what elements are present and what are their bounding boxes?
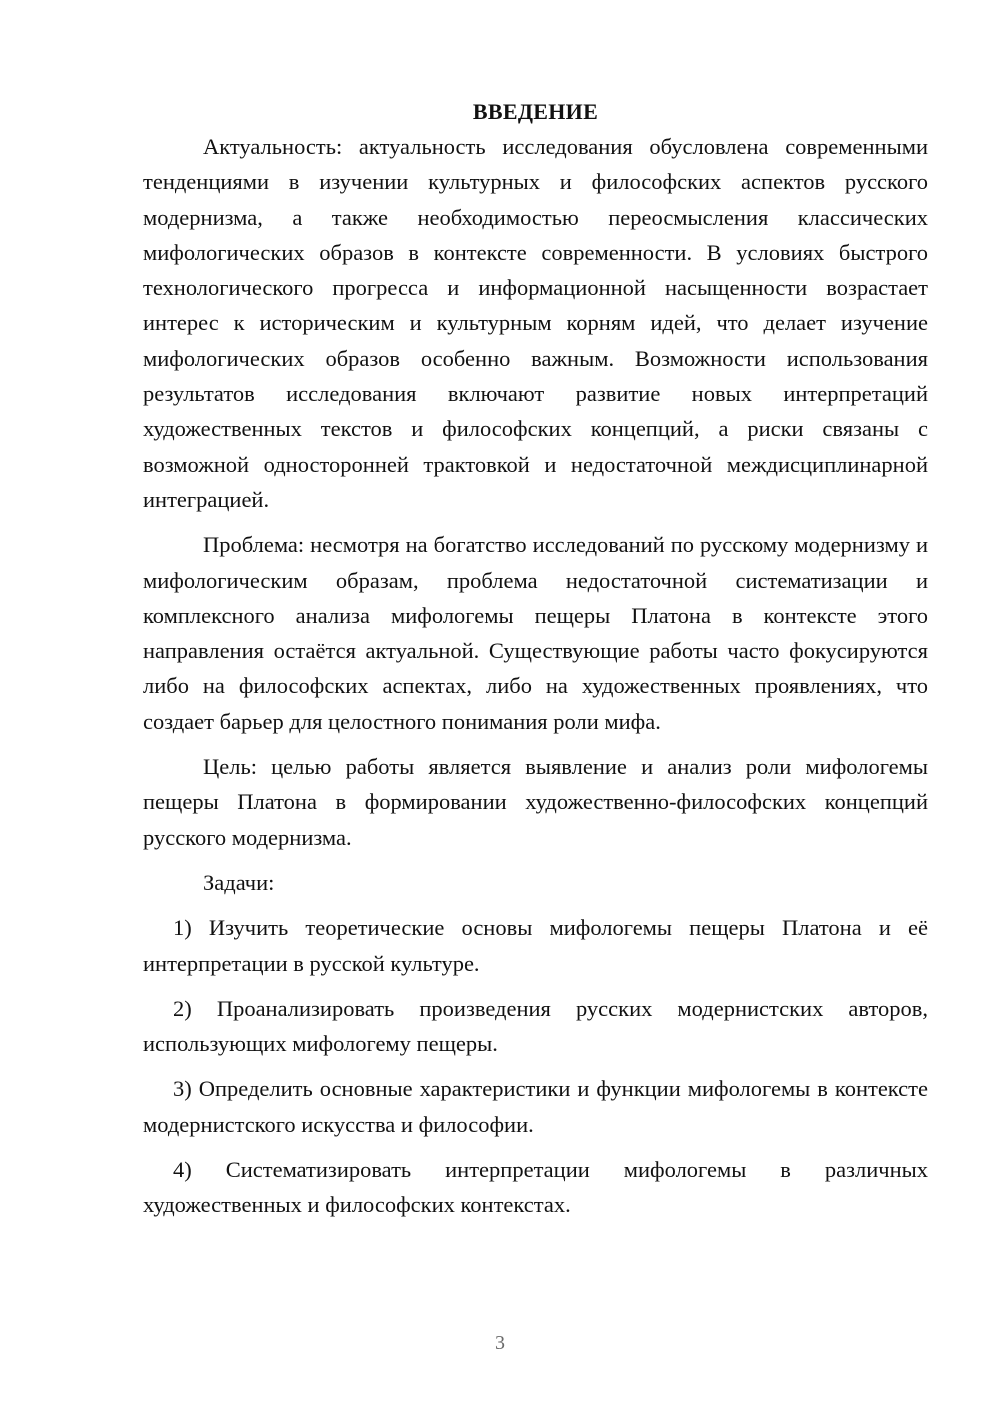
tasks-heading: Задачи:	[203, 869, 275, 895]
page-content	[143, 94, 928, 1223]
page-title: ВВЕДЕНИЕ	[472, 99, 599, 124]
task-item-1: 1) Изучить теоретические основы мифологемы пещеры Платона и её интерпретации в русской культуре.	[143, 915, 928, 976]
relevance-paragraph: Актуальность: актуальность исследования обусловлена современными тенденциями в изучении культурных и философских аспектов русского модернизма, а также необходимостью переосмысления классических мифологических образов в контексте современности. В условиях быстрого технологического прогресса и информационной насыщенности возрастает интерес к историческим и культурным корням идей, что делает изучение мифологических образов особенно важным. Возможности использования результатов исследования включают развитие новых интерпретаций художественных текстов и философских концепций, а риски связаны с возможной односторонней трактовкой и недостаточной междисциплинарной интеграцией.	[143, 134, 928, 512]
goal-paragraph: Цель: целью работы является выявление и анализ роли мифологемы пещеры Платона в формировании художественно-философских концепций русского модернизма.	[143, 754, 928, 850]
page-number: 3	[495, 1332, 505, 1354]
task-item-2: 2) Проанализировать произведения русских модернистских авторов, использующих мифологему пещеры.	[143, 995, 928, 1057]
task-item-4: 4) Систематизировать интерпретации мифологемы в различных художественных и философских контекстах.	[143, 1157, 928, 1218]
problem-paragraph: Проблема: несмотря на богатство исследований по русскому модернизму и мифологическим образам, проблема недостаточной систематизации и комплексного анализа мифологемы пещеры Платона в контексте этого направления остаётся актуальной. Существующие работы часто фокусируются либо на философских аспектах, либо на художественных проявлениях, что создает барьер для целостного понимания роли мифа.	[143, 532, 928, 734]
task-item-3: 3) Определить основные характеристики и функции мифологемы в контексте модернистского искусства и философии.	[143, 1076, 928, 1137]
